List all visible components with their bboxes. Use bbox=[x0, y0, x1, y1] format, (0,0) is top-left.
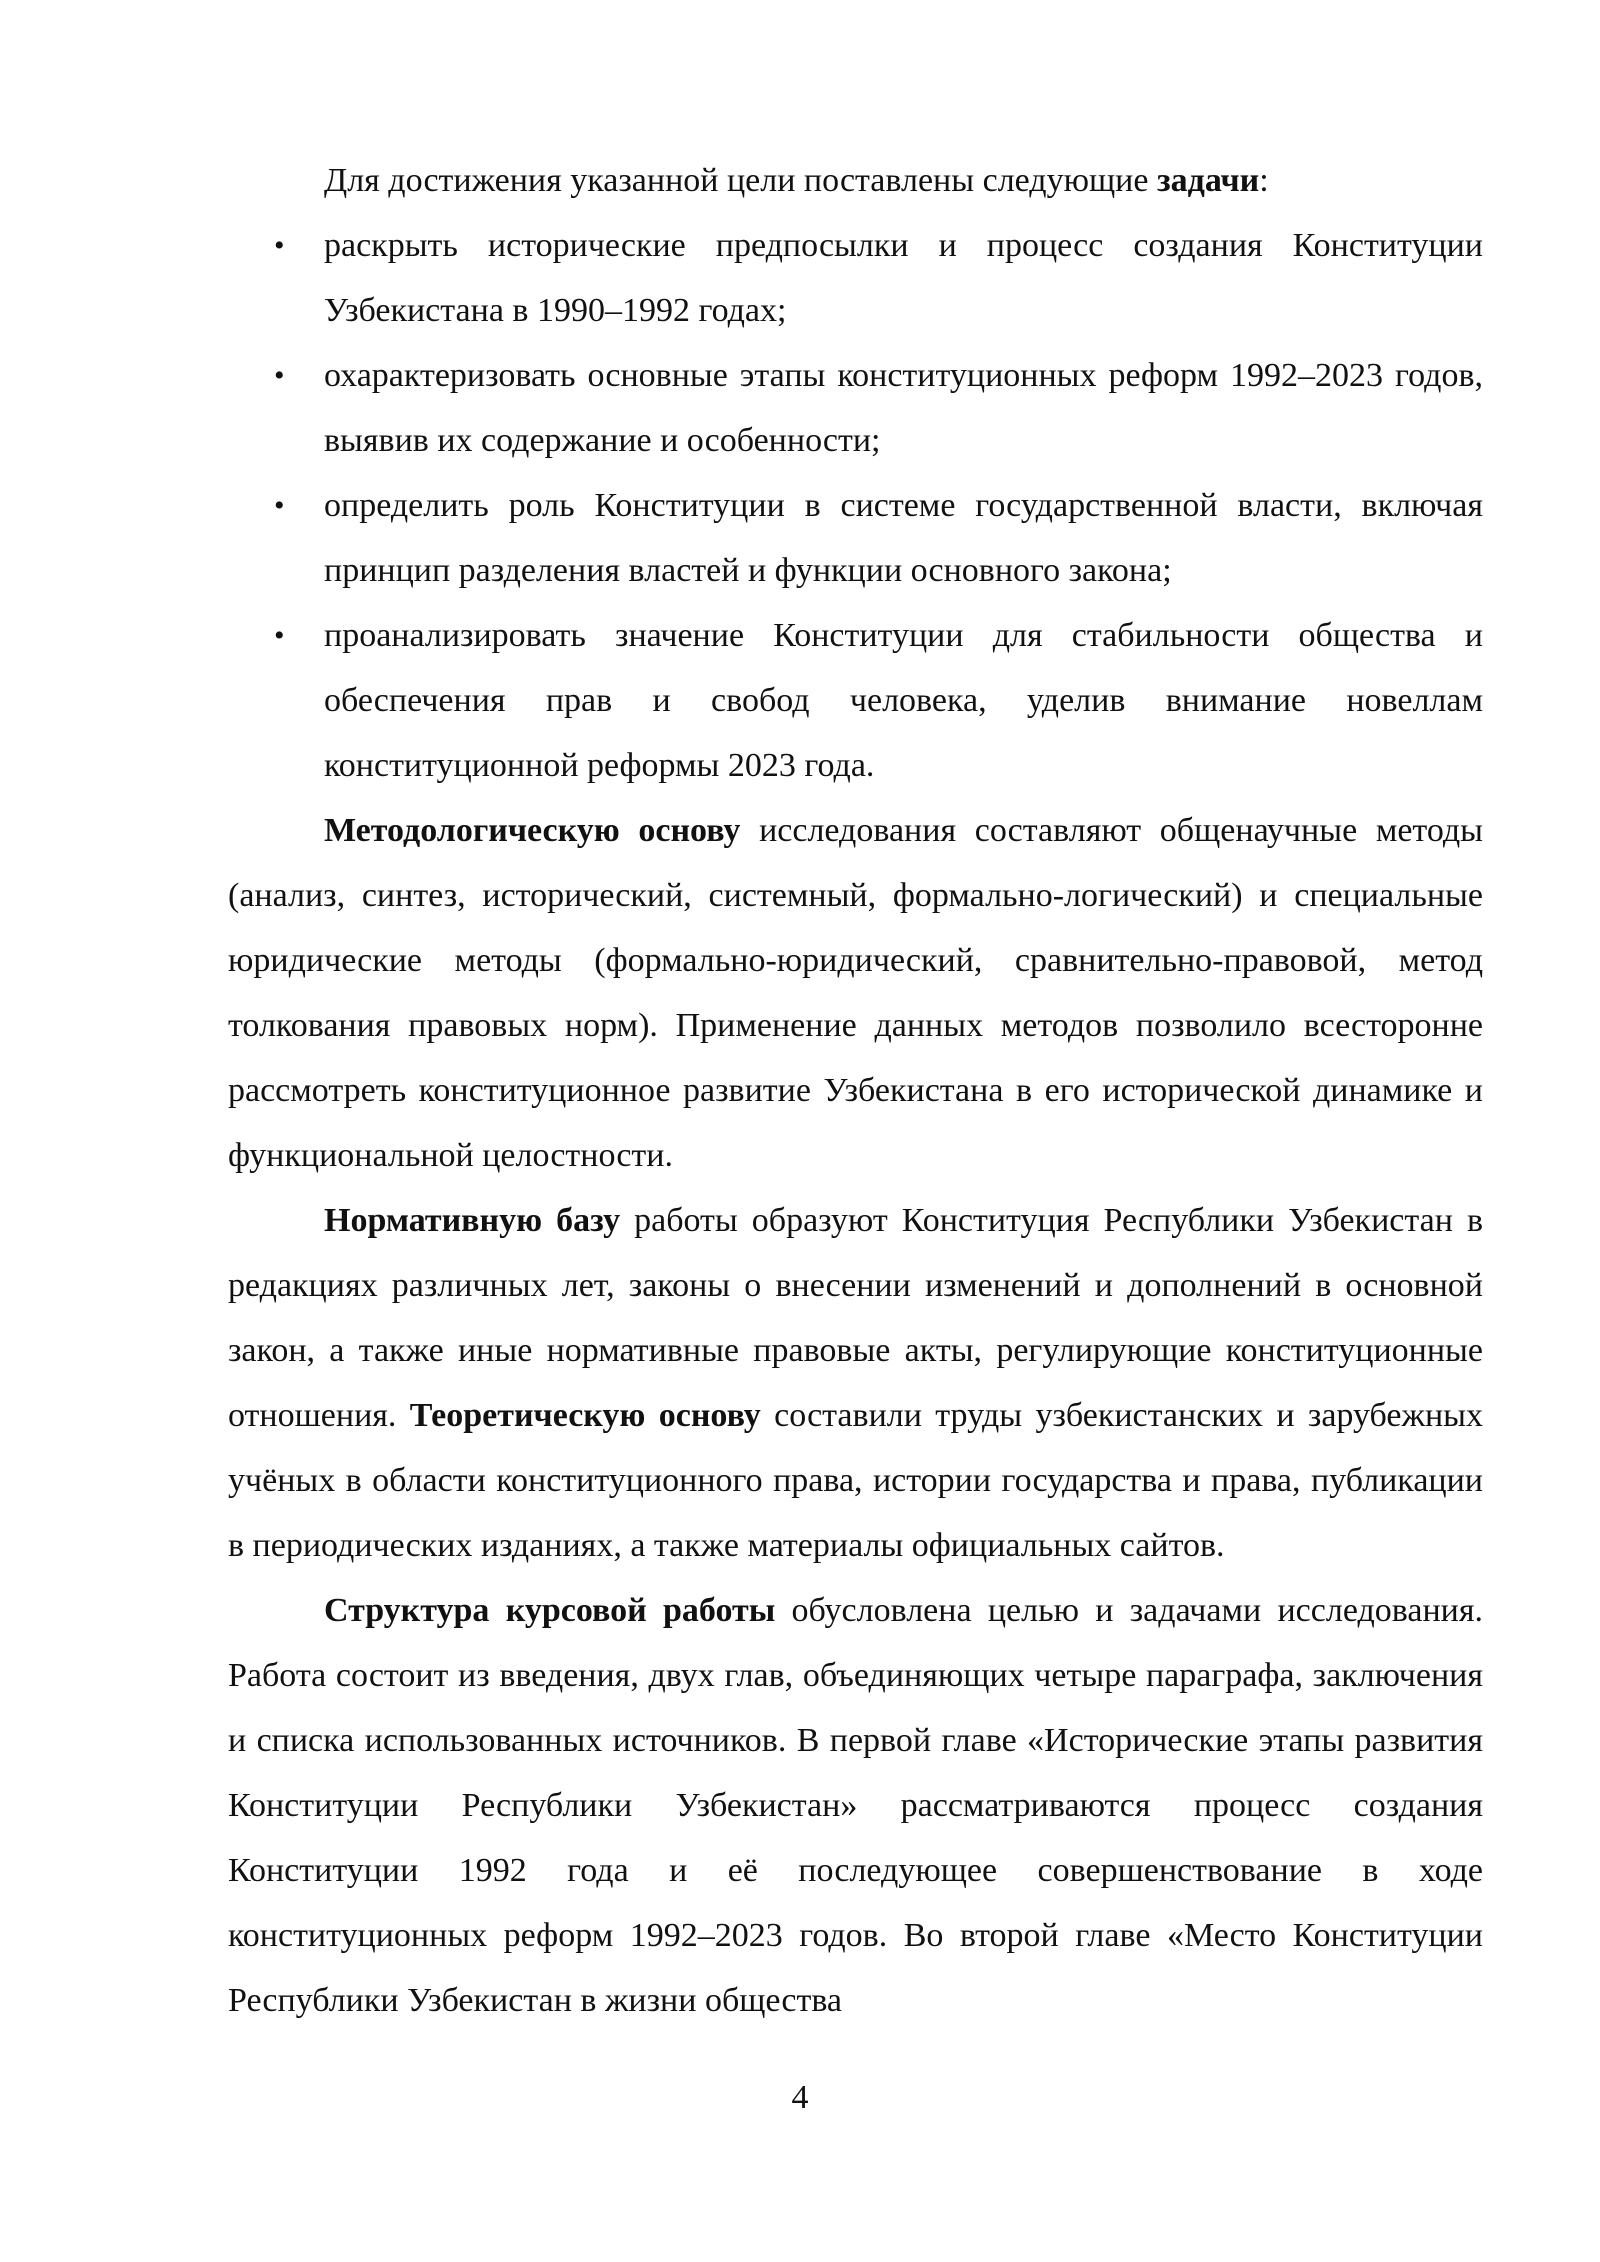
theoretical-text: составили труды узбекистанских и зарубежных учёных в области конституционного права, истории государства и права, публикации в периодических изданиях, а также материалы официальных сайтов. bbox=[228, 1397, 1483, 1564]
methodology-paragraph bbox=[228, 798, 1483, 1188]
normative-text: работы образуют Конституция Республики Узбекистан в редакциях различных лет, законы о внесении изменений и дополнений в основной закон, а также иные нормативные правовые акты, регулирующие конституционные отношения. bbox=[228, 1202, 1484, 1434]
tasks-intro-colon: : bbox=[1259, 162, 1269, 199]
tasks-intro-paragraph bbox=[228, 148, 1483, 213]
list-item bbox=[274, 473, 1483, 603]
tasks-list bbox=[228, 213, 1483, 798]
document-page bbox=[228, 148, 1483, 2033]
tasks-intro-text: Для достижения указанной цели поставлены следующие bbox=[324, 162, 1157, 199]
list-item bbox=[274, 603, 1483, 798]
page-number: 4 bbox=[791, 2079, 809, 2116]
task-text: раскрыть исторические предпосылки и процесс создания Конституции Узбекистана в 1990–1992 годах; bbox=[324, 227, 1483, 329]
normative-heading: Нормативную базу bbox=[324, 1202, 621, 1239]
theoretical-heading: Теоретическую основу bbox=[409, 1397, 761, 1434]
task-text: охарактеризовать основные этапы конституционных реформ 1992–2023 годов, выявив их содержание и особенности; bbox=[324, 357, 1483, 459]
list-item bbox=[274, 213, 1483, 343]
task-text: определить роль Конституции в системе государственной власти, включая принцип разделения властей и функции основного закона; bbox=[324, 487, 1483, 589]
bullet-icon: • bbox=[274, 359, 285, 392]
methodology-text: исследования составляют общенаучные методы (анализ, синтез, исторический, системный, формально-логический) и специальные юридические методы (формально-юридический, сравнительно-правовой, метод толкования правовых норм). Применение данных методов позволило всесторонне рассмотреть конституционное развитие Узбекистана в его исторической динамике и функциональной целостности. bbox=[228, 812, 1483, 1174]
normative-paragraph bbox=[228, 1188, 1483, 1578]
structure-paragraph bbox=[228, 1578, 1483, 2033]
bullet-icon: • bbox=[274, 229, 285, 262]
structure-heading: Структура курсовой работы bbox=[324, 1592, 776, 1629]
bullet-icon: • bbox=[274, 489, 285, 522]
tasks-intro-bold: задачи bbox=[1156, 162, 1260, 199]
bullet-icon: • bbox=[274, 619, 285, 652]
list-item bbox=[274, 343, 1483, 473]
structure-text: обусловлена целью и задачами исследования. Работа состоит из введения, двух глав, объединяющих четыре параграфа, заключения и списка использованных источников. В первой главе «Исторические этапы развития Конституции Республики Узбекистан» рассматриваются процесс создания Конституции 1992 года и её последующее совершенствование в ходе конституционных реформ 1992–2023 годов. Во второй главе «Место Конституции Республики Узбекистан в жизни общества bbox=[228, 1592, 1483, 2019]
task-text: проанализировать значение Конституции для стабильности общества и обеспечения прав и свобод человека, уделив внимание новеллам конституционной реформы 2023 года. bbox=[324, 617, 1483, 784]
methodology-heading: Методологическую основу bbox=[324, 812, 741, 849]
